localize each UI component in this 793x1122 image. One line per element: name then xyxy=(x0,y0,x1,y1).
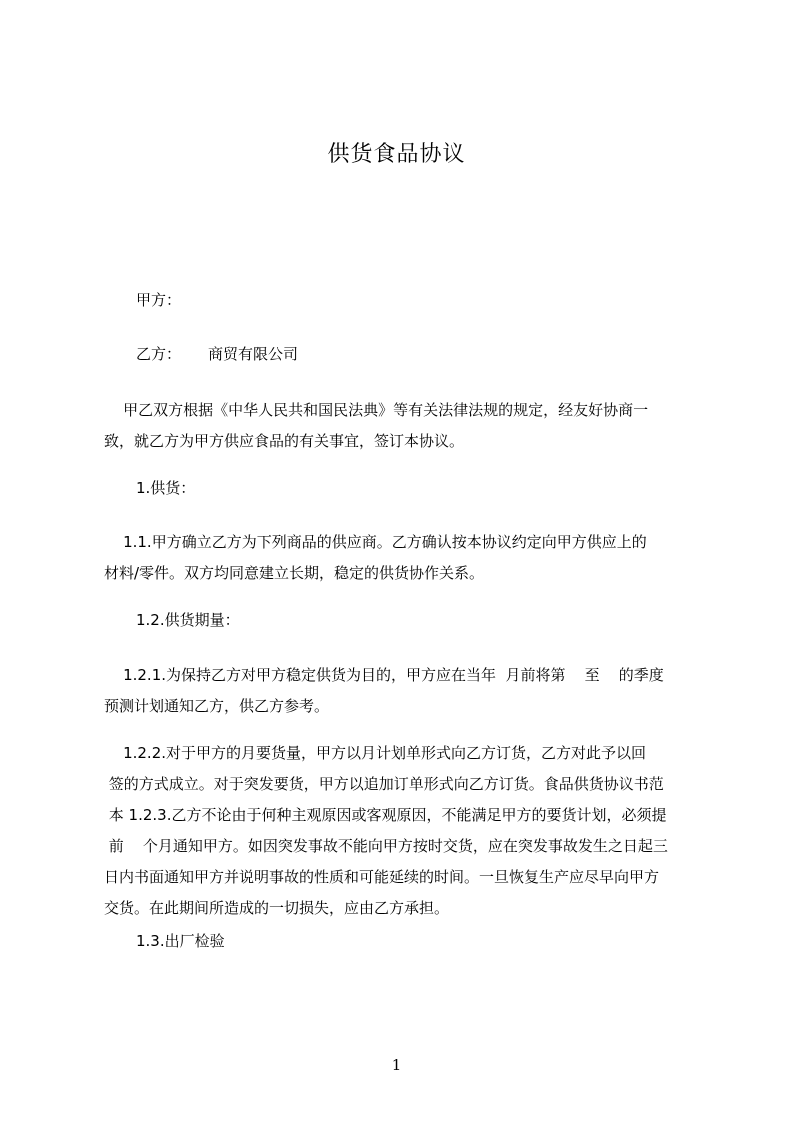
paragraph-line: 材料/零件。双方均同意建立长期，稳定的供货协作关系。 xyxy=(104,564,485,582)
paragraph-line: 日内书面通知甲方并说明事故的性质和可能延续的时间。一旦恢复生产应尽早向甲方 xyxy=(104,868,660,886)
party-a-label: 甲方： xyxy=(136,291,182,309)
paragraph-line: 签的方式成立。对于突发要货，甲方以追加订单形式向乙方订货。食品供货协议书范 xyxy=(104,775,664,793)
section-heading-supply: 1.供货： xyxy=(136,479,196,497)
intro-paragraph xyxy=(104,395,704,457)
paragraph-line: 本 1.2.3.乙方不论由于何种主观原因或客观原因，不能满足甲方的要货计划，必须提 xyxy=(104,806,667,824)
party-b-name: 商贸有限公司 xyxy=(208,345,299,363)
paragraph-line: 前 个月通知甲方。如因突发事故不能向甲方按时交货，应在突发事故发生之日起三 xyxy=(104,837,668,855)
paragraph-line: 甲乙双方根据《中华人民共和国民法典》等有关法律法规的规定，经友好协商一 xyxy=(104,401,649,419)
clause-1-1 xyxy=(104,527,704,589)
paragraph-line: 预测计划通知乙方，供乙方参考。 xyxy=(104,697,330,715)
clause-1-2-2 xyxy=(104,738,704,924)
paragraph-line: 致，就乙方为甲方供应食品的有关事宜，签订本协议。 xyxy=(104,432,465,450)
clause-1-2-1 xyxy=(104,660,704,722)
page-number: 1 xyxy=(391,1056,402,1074)
section-heading-factory-inspection: 1.3.出厂检验 xyxy=(136,932,225,950)
section-heading-supply-period: 1.2.供货期量： xyxy=(136,611,240,629)
paragraph-line: 1.2.1.为保持乙方对甲方稳定供货为目的，甲方应在当年 月前将第 至 的季度 xyxy=(104,666,664,684)
paragraph-line: 1.2.2.对于甲方的月要货量，甲方以月计划单形式向乙方订货，乙方对此予以回 xyxy=(104,744,647,762)
paragraph-line: 交货。在此期间所造成的一切损失，应由乙方承担。 xyxy=(104,899,450,917)
paragraph-line: 1.1.甲方确立乙方为下列商品的供应商。乙方确认按本协议约定向甲方供应上的 xyxy=(104,533,647,551)
document-title: 供货食品协议 xyxy=(327,142,466,167)
party-b-label: 乙方： xyxy=(136,345,182,363)
